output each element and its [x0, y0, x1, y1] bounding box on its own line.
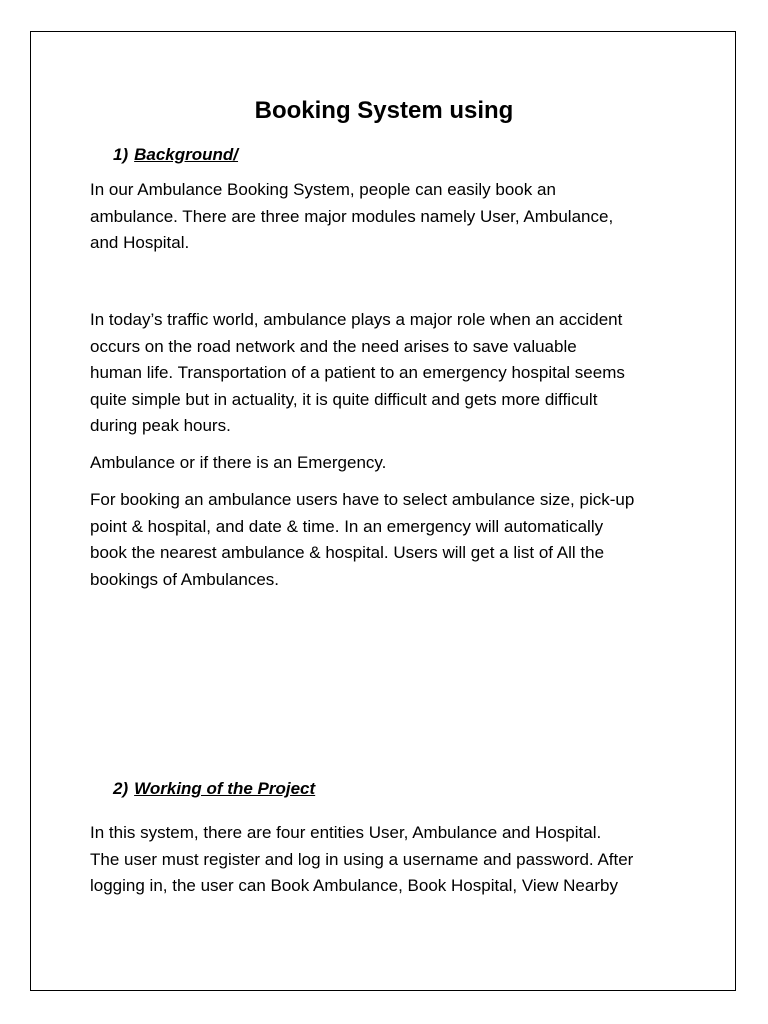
section-number: 1) — [113, 145, 129, 164]
text-line: In today’s traffic world, ambulance plays a major role when an accident — [90, 310, 623, 329]
section-number: 2) — [113, 779, 129, 798]
text-line: book the nearest ambulance & hospital. Users will get a list of All the — [90, 543, 605, 562]
text-line: ambulance. There are three major modules namely User, Ambulance, — [90, 206, 614, 226]
section-heading-working — [113, 778, 315, 800]
text-line: during peak hours. — [90, 416, 231, 435]
text-line: point & hospital, and date & time. In an emergency will automatically — [90, 516, 604, 536]
section-title: Working of the Project — [134, 779, 316, 798]
paragraph-traffic — [90, 307, 690, 440]
text-line: human life. Transportation of a patient to an emergency hospital seems — [90, 363, 625, 382]
text-line: In our Ambulance Booking System, people can easily book an — [90, 180, 556, 199]
text-line: logging in, the user can Book Ambulance, Book Hospital, View Nearby — [90, 876, 618, 895]
section-heading-background — [113, 144, 238, 166]
text-line: In this system, there are four entities User, Ambulance and Hospital. — [90, 823, 602, 842]
paragraph-emergency — [90, 450, 690, 477]
text-line: quite simple but in actuality, it is quite difficult and gets more difficult — [90, 389, 598, 409]
paragraph-working — [90, 820, 690, 900]
paragraph-intro — [90, 177, 690, 257]
paragraph-booking — [90, 487, 690, 593]
text-line: For booking an ambulance users have to select ambulance size, pick-up — [90, 490, 635, 509]
document-title: Booking System using — [254, 97, 514, 124]
section-title: Background/ — [134, 145, 239, 164]
text-line: The user must register and log in using a username and password. After — [90, 849, 634, 869]
text-line: Ambulance or if there is an Emergency. — [90, 453, 387, 472]
text-line: and Hospital. — [90, 233, 190, 252]
text-line: occurs on the road network and the need arises to save valuable — [90, 336, 577, 356]
text-line: bookings of Ambulances. — [90, 569, 280, 589]
